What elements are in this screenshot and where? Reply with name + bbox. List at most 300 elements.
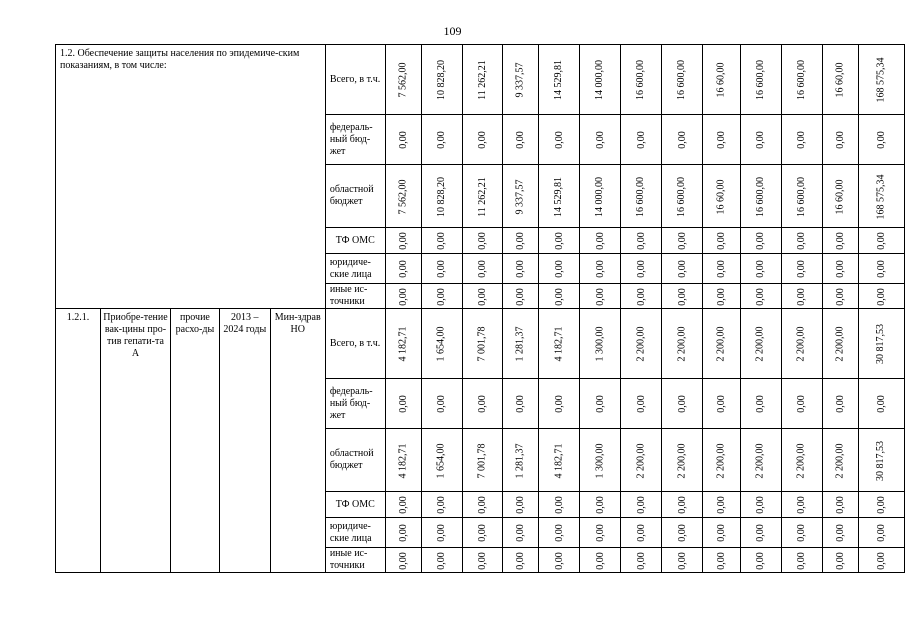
value-text: 168 575,34 (875, 174, 887, 219)
expense-type: прочие расхо-ды (170, 309, 219, 573)
value-text: 9 337,57 (514, 62, 526, 98)
value-text: 1 281,37 (514, 326, 526, 362)
value-cell (740, 548, 781, 573)
value-text: 0,00 (476, 524, 488, 542)
value-text: 2 200,00 (834, 443, 846, 478)
value-text: 0,00 (435, 287, 447, 306)
value-text: 0,00 (754, 260, 766, 278)
value-text: 1 654,00 (435, 443, 447, 478)
value-text: 0,00 (635, 287, 647, 306)
value-text: 0,00 (795, 395, 807, 413)
value-cell (858, 309, 904, 379)
value-cell (421, 115, 462, 165)
value-text: 16 600,00 (676, 176, 688, 217)
value-text: 0,00 (635, 232, 647, 250)
value-cell (462, 115, 503, 165)
value-cell (621, 254, 662, 284)
funding-source: федераль-ный бюд-жет (325, 115, 385, 165)
value-cell (503, 45, 539, 115)
value-text: 2 200,00 (715, 326, 727, 362)
value-cell (781, 548, 822, 573)
value-text: 2 200,00 (834, 326, 846, 362)
value-text: 0,00 (553, 524, 565, 542)
value-text: 0,00 (397, 524, 409, 542)
value-text: 0,00 (834, 232, 846, 250)
value-cell (385, 115, 421, 165)
value-cell (503, 492, 539, 518)
value-cell (462, 45, 503, 115)
value-text: 0,00 (397, 287, 409, 306)
value-cell (662, 228, 703, 254)
value-text: 0,00 (553, 395, 565, 413)
value-text: 4 182,71 (397, 443, 409, 478)
value-text: 0,00 (676, 232, 688, 250)
value-text: 0,00 (594, 395, 606, 413)
value-text: 0,00 (875, 496, 887, 514)
value-cell (703, 379, 741, 429)
value-cell (539, 115, 580, 165)
value-text: 0,00 (676, 287, 688, 306)
value-text: 0,00 (476, 260, 488, 278)
value-text: 0,00 (715, 496, 727, 514)
value-cell (421, 165, 462, 228)
value-cell (539, 548, 580, 573)
value-text: 0,00 (476, 131, 488, 149)
value-cell (703, 492, 741, 518)
value-cell (503, 379, 539, 429)
value-text: 14 529,81 (553, 60, 565, 100)
funding-source: областной бюджет (325, 165, 385, 228)
value-text: 0,00 (514, 551, 526, 570)
value-cell (539, 379, 580, 429)
value-cell (580, 115, 621, 165)
value-text: 0,00 (514, 496, 526, 514)
value-text: 0,00 (676, 260, 688, 278)
value-cell (621, 518, 662, 548)
value-text: 0,00 (676, 395, 688, 413)
value-cell (462, 228, 503, 254)
value-text: 0,00 (754, 287, 766, 306)
value-cell (421, 492, 462, 518)
value-text: 0,00 (795, 551, 807, 570)
value-text: 4 182,71 (553, 443, 565, 478)
value-text: 0,00 (476, 551, 488, 570)
table-row (56, 45, 905, 115)
value-text: 1 281,37 (514, 443, 526, 478)
value-cell (858, 165, 904, 228)
value-text: 0,00 (553, 287, 565, 306)
value-cell (621, 165, 662, 228)
value-cell (662, 284, 703, 309)
value-text: 0,00 (715, 131, 727, 149)
funding-source: Всего, в т.ч. (325, 45, 385, 115)
value-cell (740, 429, 781, 492)
value-text: 0,00 (397, 260, 409, 278)
value-text: 0,00 (676, 551, 688, 570)
value-cell (421, 45, 462, 115)
value-text: 16 600,00 (795, 60, 807, 100)
value-cell (858, 228, 904, 254)
value-text: 0,00 (476, 287, 488, 306)
value-cell (822, 379, 858, 429)
value-cell (740, 165, 781, 228)
value-cell (503, 284, 539, 309)
value-text: 0,00 (795, 232, 807, 250)
value-cell (421, 379, 462, 429)
value-cell (621, 548, 662, 573)
value-cell (858, 284, 904, 309)
value-text: 0,00 (715, 260, 727, 278)
value-cell (462, 254, 503, 284)
value-text: 10 828,20 (435, 60, 447, 100)
value-text: 0,00 (875, 395, 887, 413)
value-cell (822, 254, 858, 284)
value-cell (662, 379, 703, 429)
value-cell (822, 115, 858, 165)
value-cell (781, 115, 822, 165)
value-cell (503, 254, 539, 284)
value-text: 0,00 (553, 260, 565, 278)
value-cell (385, 284, 421, 309)
value-text: 0,00 (834, 496, 846, 514)
value-text: 0,00 (553, 232, 565, 250)
funding-source: иные ис-точники (325, 548, 385, 573)
value-cell (740, 228, 781, 254)
value-cell (781, 492, 822, 518)
value-text: 0,00 (594, 287, 606, 306)
value-text: 4 182,71 (553, 326, 565, 362)
value-cell (503, 309, 539, 379)
value-text: 0,00 (635, 551, 647, 570)
value-text: 30 817,53 (875, 440, 887, 481)
value-cell (703, 115, 741, 165)
value-text: 2 200,00 (635, 443, 647, 478)
value-cell (662, 429, 703, 492)
value-text: 0,00 (795, 524, 807, 542)
value-text: 9 337,57 (514, 179, 526, 214)
value-cell (822, 284, 858, 309)
value-cell (822, 45, 858, 115)
value-text: 0,00 (875, 260, 887, 278)
value-text: 0,00 (875, 524, 887, 542)
value-cell (858, 254, 904, 284)
value-cell (539, 254, 580, 284)
value-text: 0,00 (476, 232, 488, 250)
value-text: 0,00 (435, 524, 447, 542)
value-cell (781, 254, 822, 284)
value-cell (539, 228, 580, 254)
value-cell (580, 379, 621, 429)
value-text: 4 182,71 (397, 326, 409, 362)
period: 2013 – 2024 годы (219, 309, 270, 573)
value-cell (621, 228, 662, 254)
value-text: 16 60,00 (834, 62, 846, 98)
value-text: 0,00 (875, 131, 887, 149)
value-text: 2 200,00 (635, 326, 647, 362)
value-cell (703, 518, 741, 548)
value-cell (662, 518, 703, 548)
value-text: 16 600,00 (635, 176, 647, 217)
value-text: 0,00 (476, 395, 488, 413)
value-cell (462, 492, 503, 518)
value-cell (703, 165, 741, 228)
value-text: 0,00 (514, 131, 526, 149)
value-cell (703, 429, 741, 492)
value-cell (385, 492, 421, 518)
value-text: 7 001,78 (476, 326, 488, 362)
value-text: 16 600,00 (754, 176, 766, 217)
value-text: 7 562,00 (397, 179, 409, 214)
value-cell (580, 429, 621, 492)
value-text: 0,00 (754, 131, 766, 149)
item-number: 1.2.1. (56, 309, 101, 573)
item-name: Приобре-тение вак-цины про-тив гепати-та А (100, 309, 170, 573)
value-cell (858, 45, 904, 115)
value-text: 16 600,00 (754, 60, 766, 100)
value-text: 0,00 (435, 232, 447, 250)
value-cell (503, 429, 539, 492)
value-text: 0,00 (795, 131, 807, 149)
funding-source: Всего, в т.ч. (325, 309, 385, 379)
value-cell (740, 518, 781, 548)
value-cell (781, 309, 822, 379)
value-text: 0,00 (715, 232, 727, 250)
value-text: 0,00 (553, 496, 565, 514)
value-text: 0,00 (715, 395, 727, 413)
value-cell (462, 548, 503, 573)
value-text: 11 262,21 (476, 176, 488, 217)
value-cell (822, 548, 858, 573)
value-cell (421, 228, 462, 254)
value-text: 0,00 (715, 524, 727, 542)
value-cell (539, 309, 580, 379)
value-text: 168 575,34 (875, 57, 887, 103)
value-cell (703, 284, 741, 309)
value-text: 0,00 (397, 131, 409, 149)
value-text: 0,00 (834, 287, 846, 306)
value-cell (580, 309, 621, 379)
value-cell (385, 45, 421, 115)
value-cell (858, 115, 904, 165)
value-cell (580, 165, 621, 228)
value-cell (822, 492, 858, 518)
value-text: 0,00 (754, 395, 766, 413)
value-text: 0,00 (514, 232, 526, 250)
value-cell (580, 518, 621, 548)
value-cell (580, 284, 621, 309)
value-cell (503, 115, 539, 165)
value-text: 7 562,00 (397, 62, 409, 98)
value-cell (539, 45, 580, 115)
value-cell (385, 228, 421, 254)
value-text: 16 60,00 (715, 179, 727, 214)
value-text: 1 300,00 (594, 326, 606, 362)
value-cell (621, 45, 662, 115)
value-text: 11 262,21 (476, 60, 488, 100)
value-text: 0,00 (435, 395, 447, 413)
value-cell (539, 284, 580, 309)
value-text: 0,00 (635, 131, 647, 149)
value-cell (621, 115, 662, 165)
value-text: 10 828,20 (435, 176, 447, 217)
value-text: 1 654,00 (435, 326, 447, 362)
value-cell (740, 115, 781, 165)
value-text: 0,00 (514, 287, 526, 306)
value-text: 0,00 (754, 232, 766, 250)
value-text: 0,00 (635, 496, 647, 514)
value-text: 0,00 (795, 260, 807, 278)
page-number: 109 (443, 24, 462, 38)
value-cell (621, 284, 662, 309)
value-cell (858, 518, 904, 548)
value-text: 7 001,78 (476, 443, 488, 478)
funding-source: ТФ ОМС (325, 228, 385, 254)
value-cell (703, 254, 741, 284)
value-text: 16 600,00 (635, 60, 647, 100)
value-cell (703, 228, 741, 254)
value-text: 0,00 (795, 496, 807, 514)
value-cell (539, 429, 580, 492)
value-text: 2 200,00 (754, 443, 766, 478)
value-cell (822, 228, 858, 254)
value-text: 0,00 (594, 260, 606, 278)
value-text: 0,00 (594, 232, 606, 250)
funding-source: областной бюджет (325, 429, 385, 492)
value-text: 0,00 (676, 524, 688, 542)
value-text: 16 60,00 (715, 62, 727, 98)
funding-source: ТФ ОМС (325, 492, 385, 518)
value-cell (385, 254, 421, 284)
value-cell (858, 379, 904, 429)
section-title: 1.2. Обеспечение защиты населения по эпидемиче-ским показаниям, в том числе: (56, 45, 326, 309)
value-cell (740, 492, 781, 518)
value-text: 0,00 (594, 524, 606, 542)
value-cell (421, 284, 462, 309)
value-cell (503, 548, 539, 573)
value-text: 0,00 (476, 496, 488, 514)
value-text: 0,00 (397, 496, 409, 514)
value-cell (503, 518, 539, 548)
value-cell (662, 165, 703, 228)
funding-source: юридиче-ские лица (325, 518, 385, 548)
value-text: 0,00 (397, 395, 409, 413)
value-text: 30 817,53 (875, 324, 887, 364)
value-cell (822, 309, 858, 379)
value-cell (781, 379, 822, 429)
value-cell (740, 309, 781, 379)
value-cell (781, 228, 822, 254)
value-text: 0,00 (435, 496, 447, 514)
value-cell (662, 45, 703, 115)
value-text: 0,00 (834, 395, 846, 413)
value-cell (858, 548, 904, 573)
value-text: 2 200,00 (715, 443, 727, 478)
value-text: 0,00 (553, 551, 565, 570)
value-text: 2 200,00 (676, 326, 688, 362)
value-cell (740, 254, 781, 284)
value-cell (462, 309, 503, 379)
value-cell (580, 45, 621, 115)
value-cell (822, 165, 858, 228)
value-text: 0,00 (676, 131, 688, 149)
value-cell (781, 284, 822, 309)
value-text: 2 200,00 (795, 326, 807, 362)
value-text: 0,00 (754, 524, 766, 542)
value-cell (539, 518, 580, 548)
value-text: 0,00 (875, 287, 887, 306)
value-cell (385, 379, 421, 429)
value-text: 0,00 (834, 260, 846, 278)
value-text: 0,00 (514, 395, 526, 413)
value-cell (462, 518, 503, 548)
value-text: 0,00 (594, 551, 606, 570)
budget-table (55, 44, 905, 573)
value-cell (580, 492, 621, 518)
value-cell (781, 165, 822, 228)
value-cell (822, 429, 858, 492)
value-cell (385, 548, 421, 573)
value-text: 0,00 (435, 131, 447, 149)
value-cell (740, 284, 781, 309)
funding-source: федераль-ный бюд-жет (325, 379, 385, 429)
value-text: 0,00 (435, 551, 447, 570)
value-text: 0,00 (594, 131, 606, 149)
value-cell (621, 492, 662, 518)
value-text: 0,00 (715, 551, 727, 570)
value-cell (421, 518, 462, 548)
value-cell (503, 228, 539, 254)
value-text: 0,00 (397, 232, 409, 250)
value-text: 1 300,00 (594, 443, 606, 478)
value-cell (781, 429, 822, 492)
value-text: 0,00 (435, 260, 447, 278)
value-text: 0,00 (834, 551, 846, 570)
value-cell (462, 429, 503, 492)
value-text: 2 200,00 (754, 326, 766, 362)
value-text: 0,00 (676, 496, 688, 514)
value-cell (662, 492, 703, 518)
value-cell (662, 309, 703, 379)
value-cell (781, 45, 822, 115)
value-text: 2 200,00 (795, 443, 807, 478)
value-text: 0,00 (875, 232, 887, 250)
value-cell (503, 165, 539, 228)
value-cell (539, 165, 580, 228)
value-cell (421, 309, 462, 379)
value-text: 0,00 (635, 260, 647, 278)
value-text: 0,00 (875, 551, 887, 570)
value-cell (385, 165, 421, 228)
funding-source: иные ис-точники (325, 284, 385, 309)
value-text: 0,00 (795, 287, 807, 306)
value-text: 0,00 (514, 524, 526, 542)
value-cell (539, 492, 580, 518)
value-cell (662, 115, 703, 165)
value-cell (385, 429, 421, 492)
value-cell (462, 284, 503, 309)
value-text: 0,00 (834, 131, 846, 149)
value-cell (580, 254, 621, 284)
value-text: 0,00 (397, 551, 409, 570)
value-text: 14 000,00 (594, 176, 606, 217)
value-cell (662, 548, 703, 573)
value-text: 0,00 (754, 551, 766, 570)
value-cell (781, 518, 822, 548)
value-text: 0,00 (754, 496, 766, 514)
value-cell (703, 45, 741, 115)
value-cell (462, 165, 503, 228)
value-cell (580, 228, 621, 254)
